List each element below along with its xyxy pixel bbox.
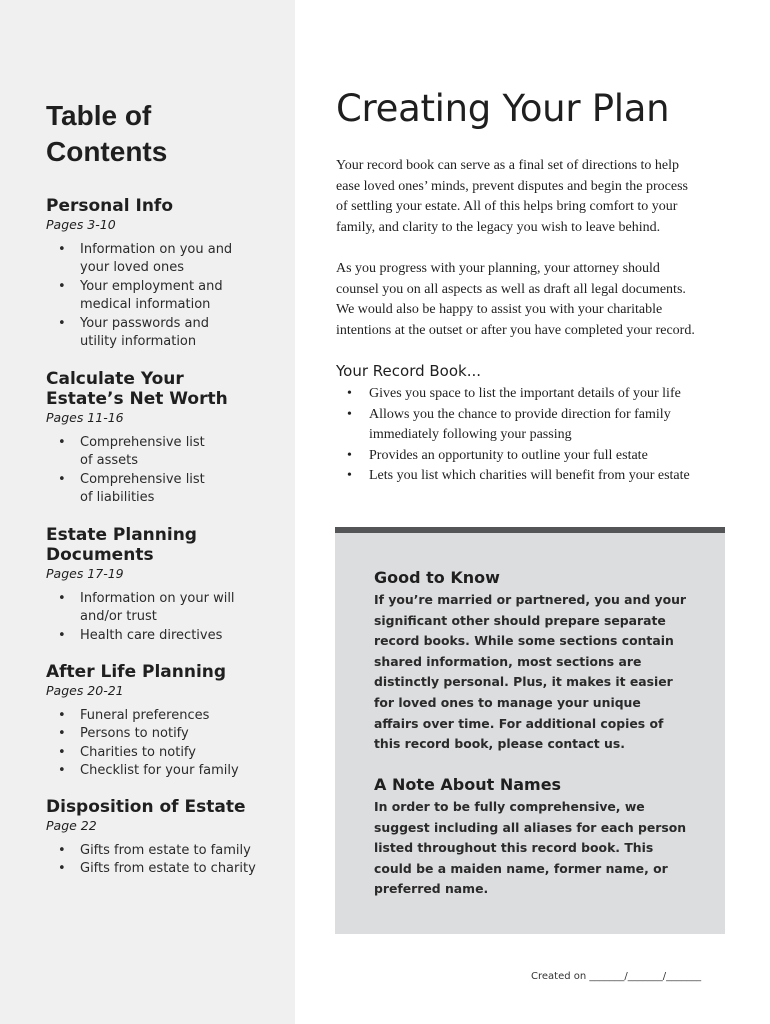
intro-paragraph: [336, 156, 726, 238]
record-item-line: Allows you the chance to provide direction for family: [369, 406, 671, 422]
paragraph-line: intentions at the outset or after you have completed your record.: [336, 322, 695, 338]
toc-section-heading: [46, 525, 286, 565]
toc-section-pages: Page 22: [46, 818, 97, 833]
toc-list-item: [46, 762, 286, 780]
toc-heading-line: Documents: [46, 545, 154, 565]
callout-line: could be a maiden name, former name, or: [374, 860, 668, 876]
toc-item-line: Gifts from estate to charity: [80, 861, 256, 877]
toc-list-item: [46, 744, 286, 762]
toc-item-list: [46, 434, 286, 508]
toc-heading-line: Estate’s Net Worth: [46, 389, 228, 409]
toc-item-line: of assets: [80, 453, 139, 469]
toc-item-line: Gifts from estate to family: [80, 843, 251, 858]
toc-item-line: Charities to notify: [80, 744, 196, 760]
record-book-heading: Your Record Book...: [336, 362, 482, 380]
toc-item-line: Comprehensive list: [80, 435, 205, 450]
created-on-line: Created on _______/_______/_______: [531, 971, 702, 982]
toc-list-item: [46, 471, 286, 508]
record-book-item: [336, 405, 726, 446]
toc-item-line: Funeral preferences: [80, 708, 210, 723]
callout-line: for loved ones to manage your unique: [374, 694, 641, 710]
callout-line: If you’re married or partnered, you and your: [374, 592, 687, 607]
toc-section-heading: [46, 369, 286, 409]
toc-title: [46, 98, 276, 170]
toc-list-item: [46, 434, 286, 471]
toc-list-item: [46, 278, 286, 315]
paragraph-line: of settling your estate. All of this helps bring comfort to your: [336, 199, 678, 215]
paragraph-line: We would also be happy to assist you with your charitable: [336, 302, 663, 318]
paragraph-line: ease loved ones’ minds, prevent disputes and begin the process: [336, 178, 688, 194]
callout-line: suggest including all aliases for each person: [374, 819, 687, 835]
toc-item-line: Information on you and: [80, 242, 233, 257]
paragraph-line: Your record book can serve as a final set of directions to help: [336, 158, 680, 173]
toc-section-after-life: [46, 662, 286, 781]
toc-section-net-worth: [46, 369, 286, 508]
record-item-line: Lets you list which charities will benefit from your estate: [369, 468, 690, 484]
paragraph-line: family, and clarity to the legacy you wish to leave behind.: [336, 219, 661, 235]
toc-list-item: [46, 627, 286, 645]
toc-section-pages: Pages 20-21: [46, 683, 124, 698]
toc-section-pages: Pages 17-19: [46, 566, 124, 581]
callout-line: preferred name.: [374, 881, 489, 897]
toc-item-line: Persons to notify: [80, 726, 189, 742]
good-to-know-heading: Good to Know: [374, 568, 500, 587]
record-item-line: Provides an opportunity to outline your full estate: [369, 447, 648, 463]
toc-section-disposition: [46, 797, 286, 879]
toc-item-line: Your employment and: [80, 278, 223, 294]
toc-section-estate-planning: [46, 525, 286, 645]
callout-line: In order to be fully comprehensive, we: [374, 799, 645, 814]
toc-item-line: Health care directives: [80, 627, 223, 643]
toc-list-item: [46, 860, 286, 878]
record-book-item: [336, 384, 726, 405]
toc-heading-line: After Life Planning: [46, 662, 227, 682]
toc-item-line: your loved ones: [80, 260, 184, 276]
toc-heading-line: Personal Info: [46, 196, 173, 216]
toc-title-line: Contents: [46, 136, 168, 167]
callout-line: affairs over time. For additional copies of: [374, 715, 664, 731]
toc-item-list: [46, 842, 286, 879]
toc-item-line: and/or trust: [80, 609, 157, 625]
toc-section-heading: [46, 196, 286, 216]
toc-list-item: [46, 707, 286, 725]
toc-list-item: [46, 315, 286, 352]
page-title: Creating Your Plan: [336, 87, 670, 130]
record-book-item: [336, 466, 726, 487]
paragraph-line: As you progress with your planning, your attorney should: [336, 261, 660, 276]
names-note-heading: A Note About Names: [374, 775, 562, 794]
callout-line: listed throughout this record book. This: [374, 840, 654, 856]
toc-list-item: [46, 241, 286, 278]
toc-section-personal-info: [46, 196, 286, 351]
toc-item-line: Information on your will: [80, 591, 235, 606]
record-book-list: [336, 384, 726, 487]
callout-line: this record book, please contact us.: [374, 736, 625, 752]
toc-item-list: [46, 707, 286, 781]
record-book-item: [336, 446, 726, 467]
toc-list-item: [46, 590, 286, 627]
attorney-paragraph: [336, 259, 726, 341]
toc-item-line: of liabilities: [80, 490, 155, 506]
toc-list-item: [46, 842, 286, 860]
record-item-line: Gives you space to list the important details of your life: [369, 386, 681, 401]
callout-line: record books. While some sections contain: [374, 633, 674, 649]
toc-item-line: medical information: [80, 297, 211, 313]
toc-item-line: Your passwords and: [80, 315, 209, 331]
toc-item-line: utility information: [80, 334, 197, 350]
callout-line: distinctly personal. Plus, it makes it easier: [374, 674, 673, 690]
toc-section-pages: Pages 11-16: [46, 410, 124, 425]
toc-heading-line: Estate Planning: [46, 525, 197, 545]
toc-section-heading: [46, 797, 286, 817]
toc-title-line: Table of: [46, 100, 152, 131]
toc-section-pages: Pages 3-10: [46, 217, 116, 232]
callout-line: significant other should prepare separate: [374, 612, 666, 628]
names-note-text: [374, 797, 694, 900]
good-to-know-text: [374, 590, 694, 755]
paragraph-line: counsel you on all aspects as well as draft all legal documents.: [336, 281, 686, 297]
record-item-line: immediately following your passing: [369, 427, 572, 443]
toc-heading-line: Disposition of Estate: [46, 797, 246, 817]
toc-list-item: [46, 725, 286, 743]
toc-item-line: Checklist for your family: [80, 763, 239, 779]
toc-section-heading: [46, 662, 286, 682]
callout-line: shared information, most sections are: [374, 653, 642, 669]
toc-heading-line: Calculate Your: [46, 369, 184, 389]
toc-item-list: [46, 590, 286, 645]
toc-item-list: [46, 241, 286, 351]
toc-item-line: Comprehensive list: [80, 471, 205, 487]
